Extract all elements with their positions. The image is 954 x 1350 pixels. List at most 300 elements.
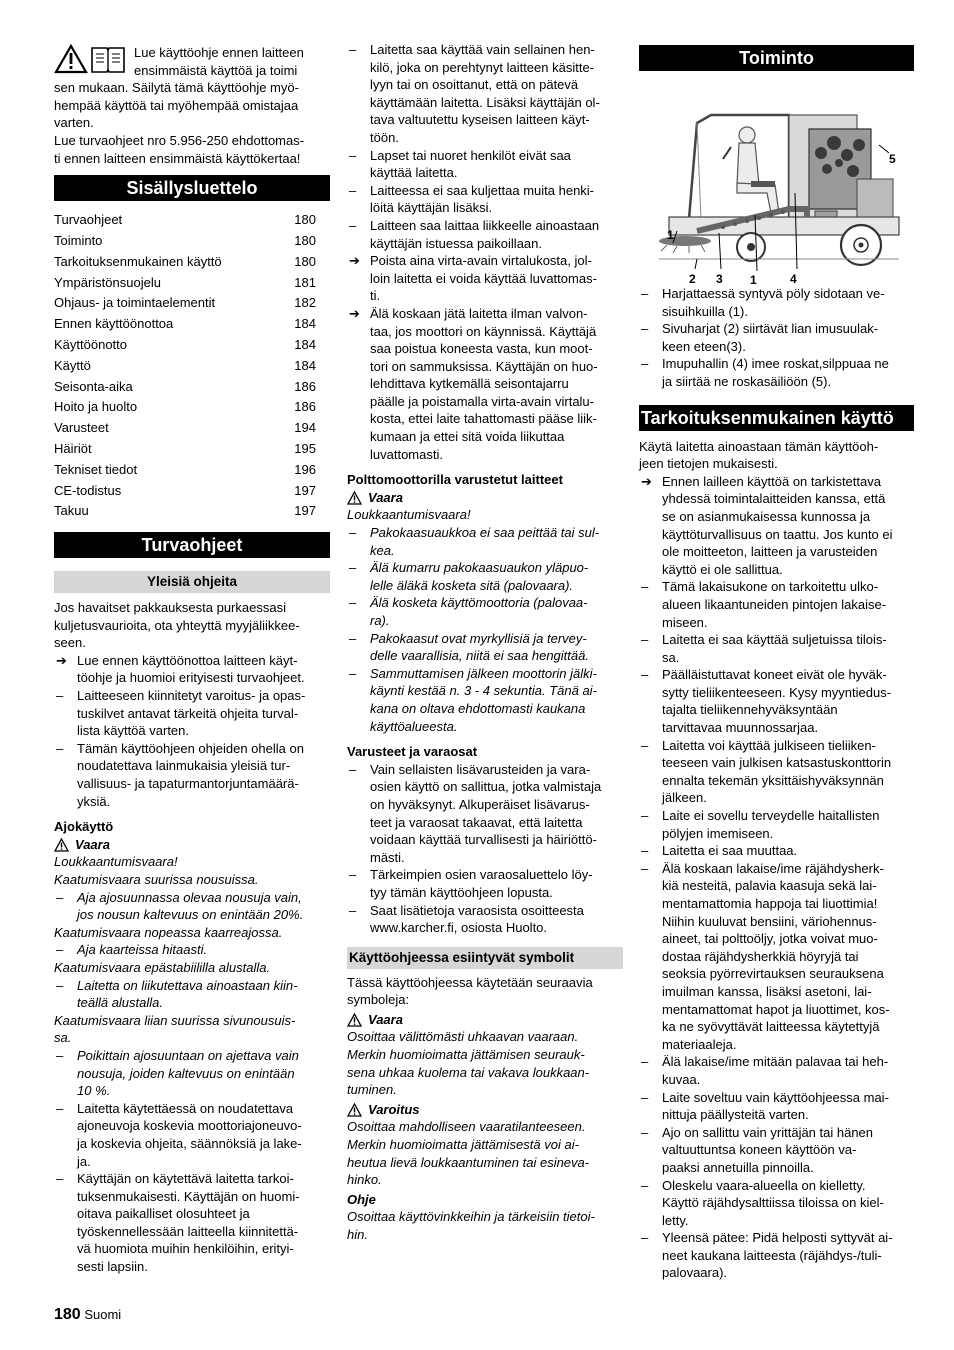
text-line: valtuuttuntsa koneen käyttöön va- [662, 1142, 857, 1158]
text-line: ra). [370, 613, 390, 628]
function-list [639, 285, 914, 391]
text-line: sena uhkaa kuolema tai vakava loukkaan- [347, 1064, 590, 1080]
safety-list [54, 652, 330, 810]
text-line: tuminen. [347, 1082, 397, 1098]
text-line: 10 %. [77, 1083, 111, 1099]
toc-entry-label: Tekniset tiedot [54, 461, 138, 477]
item-body [77, 941, 330, 959]
intro-line: hempää käyttöä tai myöhempää omistajaa [54, 97, 299, 113]
item-body [370, 866, 623, 901]
intro-line: Lue käyttöohje ennen laitteen [134, 45, 304, 60]
driving-section [54, 818, 330, 1275]
text-line: heutua lievä loukkaantuminen tai esineva- [347, 1154, 590, 1170]
column-middle [347, 41, 623, 1244]
list-marker: – [641, 860, 649, 876]
warning-description [347, 1118, 623, 1188]
item-body [662, 1053, 914, 1088]
text-line: ja koskevia ohjeita, säännöksiä ja lake- [77, 1135, 302, 1151]
danger-label: Vaara [75, 836, 110, 852]
list-item: – Aja kaarteissa hitaasti. [54, 941, 330, 959]
list-item [347, 665, 623, 735]
toc-entry[interactable] [54, 501, 330, 522]
toc-entry-page: 197 [294, 503, 316, 519]
danger-label: Vaara [368, 1011, 403, 1027]
toc-entry-page: 196 [294, 461, 316, 477]
item-body [662, 737, 914, 807]
list-marker: – [349, 902, 357, 918]
text-line: tava valtuutettu kyseisen laitteen käyt- [370, 112, 590, 128]
list-marker: – [349, 665, 357, 681]
driving-text: Kaatumisvaara nopeassa kaarreajossa. [54, 924, 283, 940]
list-marker: – [56, 688, 64, 704]
text-line: yksiä. [77, 793, 111, 809]
list-marker: – [56, 740, 64, 756]
list-marker: – [349, 182, 357, 198]
general-text: seen. [54, 635, 86, 651]
item-body [370, 217, 623, 252]
danger-label-row [347, 489, 623, 507]
text-line: Merkin huomioimatta jättämisestä voi ai- [347, 1137, 579, 1153]
function-heading: Toiminto [639, 45, 914, 71]
list-marker: – [641, 321, 649, 337]
text-line: ja. [77, 1153, 91, 1169]
text-line: miseen. [662, 614, 708, 630]
list-item [639, 320, 914, 355]
list-item [347, 217, 623, 252]
text-line: jälkeen. [662, 790, 707, 806]
text-line: vallisuus- ja tapaturmantorjuntamäärä- [77, 776, 299, 792]
general-text: kuljetusvaurioita, ota yhteyttä myyjäliikkee- [54, 617, 300, 633]
text-line: ka ne syövyttävät laitteessa käytettyjä [662, 1019, 880, 1035]
page-number: 180 [54, 1306, 81, 1323]
text-line: Laitteeseen kiinnitetyt varoitus- ja opas- [77, 688, 306, 704]
toc-entry[interactable] [54, 293, 330, 314]
column-left [54, 0, 330, 1276]
text-line: Laitetta voi käyttää julkiseen tieliiken- [662, 737, 876, 753]
text-line: noudatettava lainmukaisia yleisiä tur- [77, 758, 291, 774]
list-item [54, 740, 330, 810]
text-line: käyttö ei ole sallittua. [662, 561, 783, 577]
language-label: Suomi [84, 1307, 122, 1322]
item-body [662, 1089, 914, 1124]
note-description [347, 1208, 623, 1243]
list-item [639, 842, 914, 860]
text-line: Osoittaa välittömästi uhkaavan vaaraan. [347, 1029, 579, 1045]
combustion-list [347, 524, 623, 735]
item-body [662, 285, 914, 320]
page-footer [54, 1306, 121, 1324]
list-item [639, 1229, 914, 1282]
list-item [347, 594, 623, 629]
item-body [370, 182, 623, 217]
item-body [662, 1177, 914, 1230]
list-item [347, 761, 623, 867]
list-item [347, 305, 623, 463]
list-marker: – [349, 867, 357, 883]
item-body [370, 630, 623, 665]
item-body [662, 807, 914, 842]
text-line: pölyjen imemiseen. [662, 825, 774, 841]
list-marker: – [641, 632, 649, 648]
list-marker: – [641, 843, 649, 859]
text-line: Vain sellaisten lisävarusteiden ja vara- [370, 761, 591, 777]
item-body [370, 252, 623, 305]
item-body [77, 889, 330, 924]
toc-entry-label: Ympäristönsuojelu [54, 274, 161, 290]
text-line: teet ja varaosat takaavat, että laitetta [370, 814, 583, 830]
text-line: kosta, ettei laite tahattomasti pääse liik- [370, 411, 597, 427]
toc-entry-page: 180 [294, 232, 316, 248]
text-line: Älä kumarru pakokaasuaukon yläpuo- [370, 560, 589, 576]
driving-heading: Ajokäyttö [54, 819, 114, 835]
text-line: Harjattaessä syntyvä pöly sidotaan ve- [662, 286, 885, 301]
text-line: materiaaleja. [662, 1036, 737, 1052]
text-line: Yleensä pätee: Pidä helposti syttyvät ai- [662, 1230, 893, 1246]
list-marker: – [641, 1089, 649, 1105]
text-line: Laitetta käytettäessä on noudatettava [77, 1100, 294, 1116]
text-line: Laitetta ei saa käyttää suljetuissa tilois- [662, 632, 887, 648]
toc-entry[interactable] [54, 210, 330, 231]
text-line: Ajo on sallittu vain yrittäjän tai hänen [662, 1124, 874, 1140]
text-line: Tärkeimpien osien varaosaluettelo löy- [370, 867, 593, 883]
item-body [370, 594, 623, 629]
text-line: hin. [347, 1227, 368, 1242]
item-body [662, 473, 914, 579]
toc-entry[interactable] [54, 481, 330, 502]
text-line: tori on sammuksissa. Käyttäjän on huo- [370, 358, 598, 374]
toc-entry-page: 184 [294, 316, 316, 332]
text-line: Oleskelu vaara-alueella on kielletty. [662, 1177, 866, 1193]
text-line: käyttäjän istuessa paikoillaan. [370, 235, 542, 251]
toc-entry-label: Käyttöönotto [54, 336, 127, 352]
text-line: käyttää laitetta. [370, 165, 458, 181]
text-line: www.karcher.fi, osiosta Huolto. [370, 920, 548, 936]
list-item: – Laitetta on liikutettava ainoastaan kiin- teällä alustalla. [54, 977, 330, 1012]
toc-entry-label: Tarkoituksenmukainen käyttö [54, 253, 222, 269]
text-line: tyy tämän käyttöohjeen lopusta. [370, 884, 553, 900]
text-line: on hyväksynyt. Alkuperäiset lisävarus- [370, 796, 590, 812]
item-body [77, 652, 330, 687]
text-line: nousuja, joiden kaltevuus on enintään [77, 1065, 295, 1081]
toc-entry-page: 184 [294, 336, 316, 352]
list-marker: – [641, 1124, 649, 1140]
text-line: Älä kosketa käyttömoottoria (palovaa- [370, 595, 588, 611]
list-marker: – [349, 42, 357, 57]
list-marker: ➔ [349, 305, 360, 321]
driving-text: Kaatumisvaara suurissa nousuissa. [54, 872, 259, 888]
text-line: Laitetta saa käyttää vain sellainen hen- [370, 42, 595, 57]
toc-entry[interactable] [54, 377, 330, 398]
text-line: Saat lisätietoja varaosista osoitteesta [370, 902, 584, 918]
text-line: delle vaarallisia, niitä ei saa hengittää. [370, 648, 589, 664]
text-line: letty. [662, 1212, 689, 1228]
text-line: Tämän käyttöohjeen ohjeiden ohella on [77, 740, 304, 756]
figure-label: 3 [716, 272, 723, 286]
text-line: sisuihkuilla (1). [662, 303, 748, 319]
text-line: ennalta tekemän yksittäishyväksynnän [662, 772, 884, 788]
text-line: imuilman kanssa, lisäksi asetoni, lai- [662, 983, 872, 999]
warning-triangle-icon [54, 838, 69, 852]
item-body [77, 1100, 330, 1170]
text-line: ajoneuvoja koskevia moottoriajoneuvo- [77, 1118, 302, 1134]
toc-entry[interactable] [54, 356, 330, 377]
item-body [370, 559, 623, 594]
text-line: Laitteen saa laittaa liikkeelle ainoastaan [370, 217, 600, 233]
item-body [370, 902, 623, 937]
text-line: paaksi annetuilla pinnoilla. [662, 1159, 814, 1175]
list-item [54, 687, 330, 740]
figure-label: 5 [889, 152, 896, 166]
list-item: – Poikittain ajosuuntaan on ajettava vain nousuja, joiden kaltevuus on enintään 10 %. [54, 1047, 330, 1100]
list-item [347, 902, 623, 937]
list-item [639, 1177, 914, 1230]
figure-label: 4 [790, 272, 797, 286]
text-line: Kaatumisvaara liian suurissa sivunousuis- [54, 1012, 296, 1028]
danger-label: Vaara [368, 489, 403, 505]
text-line: käyttöalueesta. [370, 718, 458, 734]
list-marker: – [349, 217, 357, 233]
text-line: Aja kaarteissa hitaasti. [77, 942, 208, 958]
text-line: kumaan ja ettei sitä voida liikuttaa [370, 429, 565, 445]
text-line: käyttöturvallisuus on taattu. Jos kunto ei [662, 526, 893, 542]
text-line: Pakokaasut ovat myrkyllisiä ja tervey- [370, 630, 587, 646]
text-line: voidaan käyttää turvallisesti ja häiriöttö- [370, 832, 597, 848]
item-body [77, 1047, 330, 1100]
toc-entry-label: Häiriöt [54, 440, 92, 456]
text-line: teällä alustalla. [77, 995, 163, 1011]
text-line: dostaa räjähdysherkkiä höyryjä tai [662, 948, 859, 964]
text-line: Laite ei sovellu terveydelle haitallisten [662, 808, 880, 824]
figure-label: 1 [750, 273, 757, 287]
text-line: Niihin kuuluvat bensiini, väriohennus- [662, 913, 877, 929]
item-body [662, 860, 914, 1054]
toc-entry[interactable] [54, 231, 330, 252]
list-marker: – [641, 667, 649, 683]
text-line: symboleja: [347, 992, 410, 1008]
toc-entry[interactable] [54, 273, 330, 294]
intro-block [54, 44, 330, 167]
list-marker: – [641, 579, 649, 595]
item-body [662, 842, 914, 860]
warning-triangle-icon [54, 44, 88, 74]
list-marker: – [349, 595, 357, 611]
text-line: Ennen lailleen käyttöä on tarkistettava [662, 473, 881, 489]
list-marker: – [641, 737, 649, 753]
warning-triangle-icon [347, 1103, 362, 1117]
toc-entry-page: 186 [294, 399, 316, 415]
toc-entry-page: 184 [294, 357, 316, 373]
text-line: käynti kestää n. 3 - 4 sekuntia. Tänä ai- [370, 683, 597, 699]
toc-entry-label: Ohjaus- ja toimintaelementit [54, 295, 216, 311]
accessories-list [347, 761, 623, 937]
toc-entry[interactable] [54, 397, 330, 418]
toc-entry-label: Varusteet [54, 420, 109, 436]
toc-entry-label: Hoito ja huolto [54, 399, 138, 415]
intended-use-section [639, 438, 914, 1283]
list-marker: – [349, 525, 357, 541]
list-item [347, 182, 623, 217]
text-line: Älä koskaan jätä laitetta ilman valvon- [370, 305, 588, 321]
text-line: Lue ennen käyttöönottoa laitteen käyt- [77, 652, 298, 668]
toc-entry-label: Turvaohjeet [54, 212, 123, 228]
text-line: mentamattomat hapot ja liuottimet, kos- [662, 1001, 890, 1017]
danger-label-row [347, 1011, 623, 1029]
figure-label: 2 [689, 272, 696, 286]
note-label: Ohje [347, 1191, 376, 1207]
text-line: palovaara). [662, 1265, 728, 1281]
text-line: se on asianmukaisessa kunnossa ja [662, 508, 871, 524]
text-line: alueen likaantuneiden pintojen lakaise- [662, 596, 887, 612]
text-line: yhdessä toimintalaitteiden kanssa, että [662, 491, 886, 507]
item-body [77, 687, 330, 740]
text-line: ja siirtää ne roskasäiliöön (5). [662, 373, 832, 389]
list-marker: – [349, 630, 357, 646]
text-line: ti. [370, 288, 381, 304]
text-line: Laitteessa ei saa kuljettaa muita henki- [370, 182, 595, 198]
text-line: vä huomiota muihin henkilöihin, erityi- [77, 1241, 294, 1257]
text-line: mentamattomia happoja tai liuottimia! [662, 896, 878, 911]
intended-intro [639, 438, 914, 473]
combustion-section [347, 471, 623, 735]
text-line: töön. [370, 129, 399, 145]
toc-entry-page: 197 [294, 482, 316, 498]
toc-entry-label: Takuu [54, 503, 89, 519]
text-line: luvattomasti. [370, 446, 443, 462]
list-marker: – [349, 560, 357, 576]
figure-label: 1 [667, 228, 674, 242]
item-body [370, 761, 623, 867]
text-line: Laitetta ei saa muuttaa. [662, 843, 798, 859]
text-line: Sivuharjat (2) siirtävät lian imusuulak- [662, 321, 879, 337]
text-line: Päälläistuttavat koneet eivät ole hyväk- [662, 667, 887, 683]
text-line: tuskilvet antavat tärkeitä ohjeita turval- [77, 705, 299, 721]
list-item [639, 1089, 914, 1124]
list-item [639, 631, 914, 666]
text-line: taa, jos moottori on käynnissä. Käyttäjä [370, 323, 597, 339]
symbols-heading: Käyttöohjeessa esiintyvät symbolit [347, 947, 623, 969]
text-line: oitava paikalliset olosuhteet ja [77, 1206, 250, 1222]
text-line: Lapset tai nuoret henkilöt eivät saa [370, 147, 571, 163]
text-line: neet kaukana laitteesta (räjähdys-/tuli- [662, 1247, 882, 1263]
text-line: työskennellessään laitteella kiinnitettä- [77, 1223, 299, 1239]
table-of-contents [54, 210, 330, 522]
item-body [77, 977, 330, 1012]
text-line: käyttämään laitetta. Lisäksi käyttäjän ol- [370, 94, 600, 110]
text-line: Tämä lakaisukone on tarkoitettu ulko- [662, 579, 879, 595]
item-body [662, 1124, 914, 1177]
toc-entry-page: 186 [294, 378, 316, 394]
text-line: Merkin huomioimatta jättämisen seurauk- [347, 1047, 585, 1063]
text-line: Käyttö räjähdysalttiissa tiloissa on kiel- [662, 1195, 884, 1211]
text-line: Käytä laitetta ainoastaan tämän käyttöoh- [639, 438, 879, 454]
toc-entry-label: Toiminto [54, 232, 103, 248]
list-item [639, 737, 914, 807]
toc-entry[interactable] [54, 314, 330, 335]
text-line: Käyttäjän on käytettävä laitetta tarkoi- [77, 1171, 294, 1187]
combustion-heading: Polttomoottorilla varustetut laitteet [347, 472, 563, 488]
list-item [639, 578, 914, 631]
text-line: Osoittaa mahdolliseen vaaratilanteeseen. [347, 1119, 586, 1135]
intro-line: Lue turvaohjeet nro 5.956-250 ehdottomas- [54, 132, 305, 148]
list-item [347, 41, 623, 147]
list-item [639, 807, 914, 842]
text-line: sa. [54, 1030, 72, 1046]
toc-entry[interactable] [54, 252, 330, 273]
toc-heading: Sisällysluettelo [54, 175, 330, 201]
item-body [662, 578, 914, 631]
list-marker: ➔ [641, 473, 652, 489]
list-item [54, 652, 330, 687]
list-item [639, 285, 914, 320]
text-line: Pakokaasuaukkoa ei saa peittää tai sul- [370, 525, 600, 541]
list-marker: – [641, 1054, 649, 1070]
toc-entry[interactable] [54, 439, 330, 460]
list-marker: – [641, 1230, 649, 1246]
list-item [639, 473, 914, 579]
text-line: päälle ja poistamalla virta-avain virtalu- [370, 393, 594, 409]
intended-use-heading: Tarkoituksenmukainen käyttö [639, 405, 914, 431]
text-line: nittuja päällysteitä varten. [662, 1107, 809, 1123]
toc-entry[interactable] [54, 335, 330, 356]
list-marker: – [641, 808, 649, 824]
text-line: keen eteen(3). [662, 338, 746, 354]
safety-heading: Turvaohjeet [54, 532, 330, 558]
text-line: mästi. [370, 849, 405, 865]
toc-entry-label: Käyttö [54, 357, 91, 373]
text-line: lyyn tai on osoittanut, että on pätevä [370, 77, 579, 93]
list-item [347, 559, 623, 594]
text-line: Tässä käyttöohjeessa käytetään seuraavia [347, 974, 593, 990]
list-item: – Aja ajosuunnassa olevaa nousuja vain, jos nousun kaltevuus on enintään 20%. [54, 889, 330, 924]
text-line: kuvaa. [662, 1071, 701, 1087]
toc-entry-label: Seisonta-aika [54, 378, 133, 394]
driving-text [54, 1012, 330, 1047]
toc-entry[interactable] [54, 460, 330, 481]
item-body [662, 666, 914, 736]
sweeper-diagram [639, 83, 914, 287]
symbols-intro [347, 974, 623, 1009]
text-line: kilö, joka on perehtynyt laitteen käsitte- [370, 59, 595, 75]
general-text: Jos havaitset pakkauksesta purkaessasi [54, 600, 286, 616]
item-body [77, 1170, 330, 1276]
column-right [639, 45, 914, 1282]
text-line: sa. [662, 649, 680, 665]
item-body [662, 320, 914, 355]
text-line: sesti lapsiin. [77, 1259, 148, 1275]
combustion-text: Loukkaantumisvaara! [347, 507, 471, 523]
text-line: teeseen vain julkisen katsastuskonttorin [662, 755, 892, 771]
list-marker: ➔ [56, 652, 67, 668]
toc-entry-page: 195 [294, 440, 316, 456]
text-line: ole moitteeton, laitteen ja varusteiden [662, 544, 878, 560]
text-line: Älä lakaise/ime mitään palavaa tai heh- [662, 1054, 889, 1070]
toc-entry-page: 182 [294, 295, 316, 311]
list-item [639, 666, 914, 736]
warning-label-row [347, 1101, 623, 1119]
intro-line: ti ennen laitteen ensimmäistä käyttökertaa! [54, 150, 301, 166]
manual-book-icon [90, 44, 126, 74]
text-line: lista käyttöä varten. [77, 723, 189, 739]
intro-line: ensimmäistä käyttöä ja toimi [134, 62, 298, 78]
item-body [662, 1229, 914, 1282]
list-item [347, 630, 623, 665]
warning-triangle-icon [347, 1013, 362, 1027]
text-line: saa poistua koneesta vasta, kun moot- [370, 341, 593, 357]
list-item [639, 355, 914, 390]
toc-entry[interactable] [54, 418, 330, 439]
accessories-section [347, 743, 623, 937]
item-body [370, 147, 623, 182]
